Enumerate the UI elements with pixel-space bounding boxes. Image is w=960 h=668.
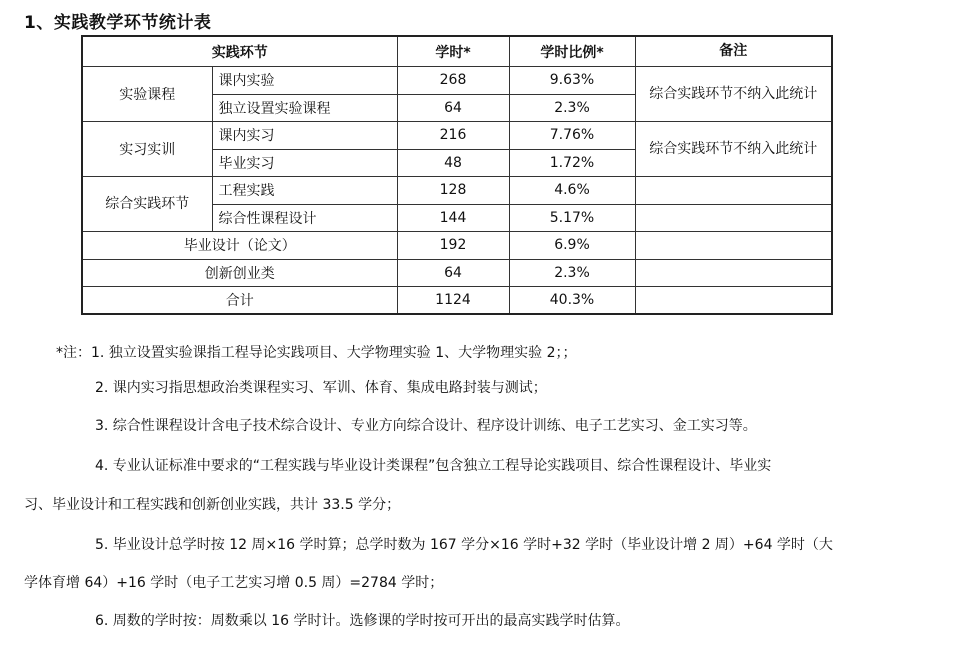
item-name: 工程实践	[212, 177, 397, 205]
item-name: 独立设置实验课程	[212, 94, 397, 122]
item-remark	[635, 259, 832, 287]
total-remark	[635, 287, 832, 315]
item-name: 综合性课程设计	[212, 204, 397, 232]
section-title: 1、实践教学环节统计表	[24, 13, 212, 33]
total-label: 合计	[82, 287, 397, 315]
item-name: 课内实验	[212, 67, 397, 95]
note-4-line-1: 4. 专业认证标准中要求的“工程实践与毕业设计类课程”包含独立工程导论实践项目、综合性课程设计、毕业实	[95, 458, 772, 474]
header-hours: 学时*	[397, 36, 509, 67]
note-2: 2. 课内实习指思想政治类课程实习、军训、体育、集成电路封装与测试；	[95, 380, 547, 396]
table-row	[82, 232, 832, 260]
group-label: 实习实训	[82, 122, 212, 177]
item-name: 毕业实习	[212, 149, 397, 177]
item-ratio: 5.17%	[509, 204, 635, 232]
note-5-line-2: 学体育增 64）+16 学时（电子工艺实习增 0.5 周）=2784 学时；	[24, 575, 444, 591]
item-hours: 128	[397, 177, 509, 205]
table-row	[82, 259, 832, 287]
note-6: 6. 周数的学时按：周数乘以 16 学时计。选修课的学时按可开出的最高实践学时估算。	[95, 613, 630, 629]
item-ratio: 1.72%	[509, 149, 635, 177]
item-hours: 192	[397, 232, 509, 260]
total-ratio: 40.3%	[509, 287, 635, 315]
header-ratio: 学时比例*	[509, 36, 635, 67]
note-1: *注：1. 独立设置实验课指工程导论实践项目、大学物理实验 1、大学物理实验 2；；	[56, 345, 577, 361]
item-remark	[635, 204, 832, 232]
group-label: 综合实践环节	[82, 177, 212, 232]
item-hours: 64	[397, 94, 509, 122]
item-ratio: 6.9%	[509, 232, 635, 260]
total-hours: 1124	[397, 287, 509, 315]
table-total-row	[82, 287, 832, 315]
item-hours: 64	[397, 259, 509, 287]
item-ratio: 4.6%	[509, 177, 635, 205]
item-ratio: 9.63%	[509, 67, 635, 95]
item-name: 课内实习	[212, 122, 397, 150]
table-header-row	[82, 36, 832, 67]
item-ratio: 2.3%	[509, 94, 635, 122]
note-3: 3. 综合性课程设计含电子技术综合设计、专业方向综合设计、程序设计训练、电子工艺实习、金工实习等。	[95, 418, 757, 434]
table-row	[82, 122, 832, 150]
practice-stats-table	[81, 35, 833, 315]
item-hours: 48	[397, 149, 509, 177]
item-ratio: 2.3%	[509, 259, 635, 287]
item-remark	[635, 177, 832, 205]
header-section: 实践环节	[82, 36, 397, 67]
item-remark	[635, 232, 832, 260]
item-name: 毕业设计（论文）	[82, 232, 397, 260]
header-remarks: 备注	[635, 36, 832, 67]
item-hours: 216	[397, 122, 509, 150]
item-name: 创新创业类	[82, 259, 397, 287]
item-hours: 268	[397, 67, 509, 95]
item-hours: 144	[397, 204, 509, 232]
table-row	[82, 177, 832, 205]
group-remark: 综合实践环节不纳入此统计	[635, 67, 832, 122]
table-row	[82, 67, 832, 95]
item-ratio: 7.76%	[509, 122, 635, 150]
group-remark: 综合实践环节不纳入此统计	[635, 122, 832, 177]
note-5-line-1: 5. 毕业设计总学时按 12 周×16 学时算；总学时数为 167 学分×16 学时+32 学时（毕业设计增 2 周）+64 学时（大	[95, 537, 833, 553]
note-4-line-2: 习、毕业设计和工程实践和创新创业实践，共计 33.5 学分；	[24, 497, 401, 513]
group-label: 实验课程	[82, 67, 212, 122]
